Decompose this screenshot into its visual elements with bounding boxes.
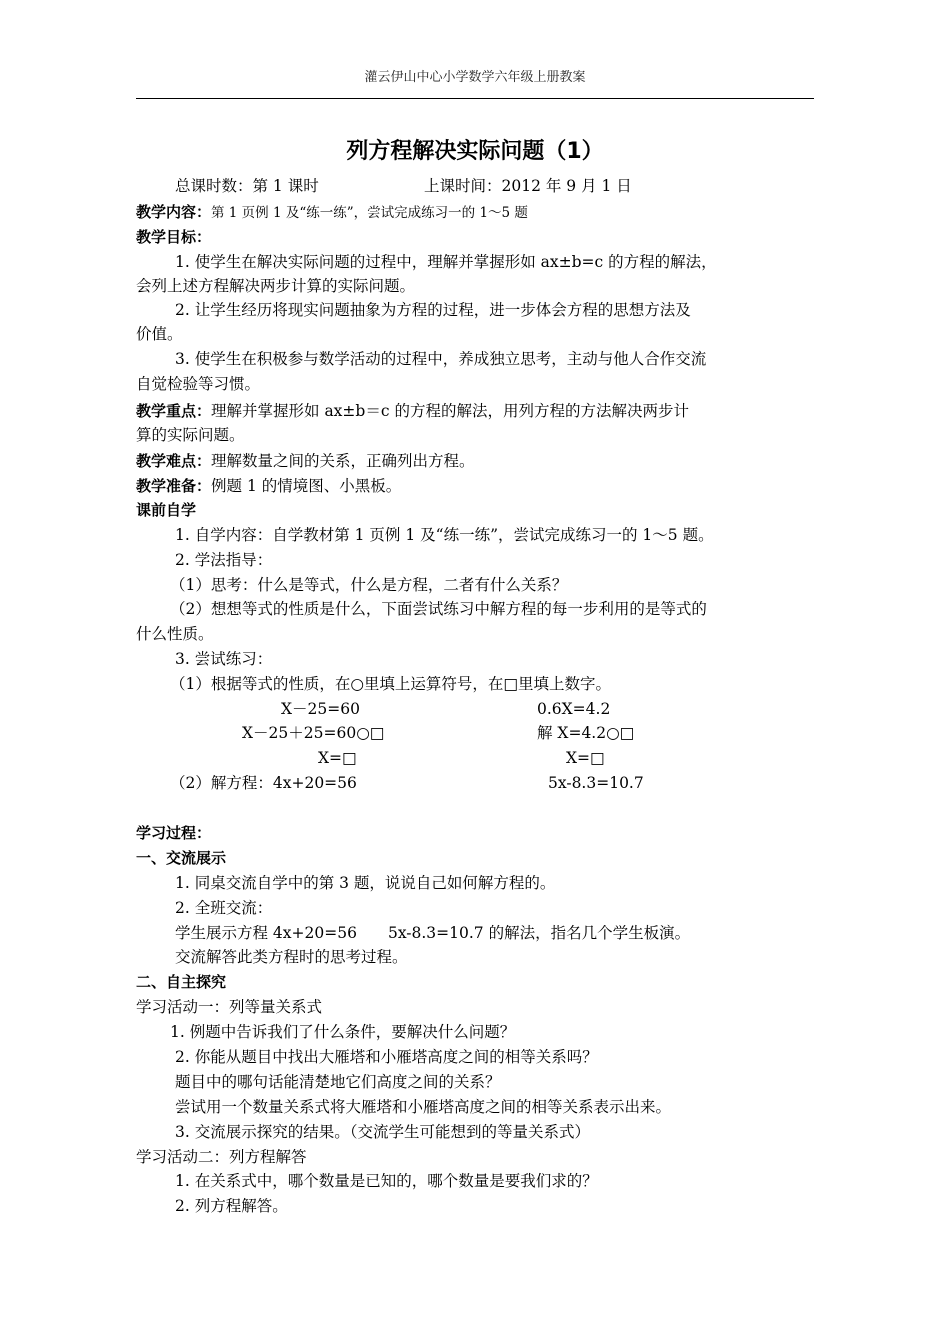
total-hours: 总课时数：第 1 课时 [175, 177, 319, 195]
key-point-label: 教学重点： [136, 402, 212, 420]
teaching-content [136, 202, 528, 223]
page-title: 列方程解决实际问题（1） [346, 139, 604, 164]
section-2-heading: 二、自主探究 [136, 973, 227, 991]
key-point-line-2: 算的实际问题。 [136, 426, 245, 444]
activity-1-item-3: 题目中的哪句话能清楚地它们高度之间的关系？ [175, 1073, 501, 1091]
preparation [136, 476, 401, 496]
preparation-label: 教学准备： [136, 477, 212, 495]
preview-item-2-1: （1）思考：什么是等式，什么是方程，二者有什么关系？ [170, 576, 568, 594]
key-point-line-1 [136, 401, 689, 421]
goal-3-line-1: 3. 使学生在积极参与数学活动的过程中，养成独立思考，主动与他人合作交流 [175, 350, 707, 368]
activity-2-heading: 学习活动二：列方程解答 [136, 1148, 307, 1166]
equation-right-3: X=□ [566, 749, 605, 767]
teaching-content-text: 第 1 页例 1 及“练一练”，尝试完成练习一的 1～5 题 [211, 205, 528, 221]
goal-2-line-2: 价值。 [136, 325, 183, 343]
section-1-item-4: 交流解答此类方程时的思考过程。 [175, 948, 408, 966]
equation-left-2: X－25＋25=60○□ [242, 724, 385, 742]
preview-item-3-2: （2）解方程：4x+20=56 [170, 774, 357, 792]
preview-item-2-2-line-1: （2）想想等式的性质是什么，下面尝试练习中解方程的每一步利用的是等式的 [170, 600, 707, 618]
preview-heading: 课前自学 [136, 501, 197, 519]
preview-item-3-1: （1）根据等式的性质，在○里填上运算符号，在□里填上数字。 [170, 675, 612, 693]
goal-2-line-1: 2. 让学生经历将现实问题抽象为方程的过程，进一步体会方程的思想方法及 [175, 301, 691, 319]
section-1-item-1: 1. 同桌交流自学中的第 3 题，说说自己如何解方程的。 [175, 874, 556, 892]
preview-item-3-2-right: 5x-8.3=10.7 [548, 774, 644, 792]
activity-1-item-2: 2. 你能从题目中找出大雁塔和小雁塔高度之间的相等关系吗？ [175, 1048, 598, 1066]
section-1-item-3: 学生展示方程 4x+20=56 5x-8.3=10.7 的解法，指名几个学生板演。 [175, 924, 691, 942]
preparation-text: 例题 1 的情境图、小黑板。 [211, 477, 402, 495]
page-header: 灌云伊山中心小学数学六年级上册教案 [364, 70, 586, 85]
process-heading: 学习过程： [136, 824, 212, 842]
difficulty [136, 451, 475, 471]
goals-label: 教学目标： [136, 228, 212, 246]
preview-item-2-2-line-2: 什么性质。 [136, 625, 214, 643]
activity-1-heading: 学习活动一：列等量关系式 [136, 998, 323, 1016]
header-rule [136, 98, 814, 99]
preview-item-3: 3. 尝试练习： [175, 650, 273, 668]
difficulty-text: 理解数量之间的关系，正确列出方程。 [211, 452, 475, 470]
activity-2-item-2: 2. 列方程解答。 [175, 1197, 288, 1215]
section-1-heading: 一、交流展示 [136, 849, 227, 867]
equation-left-1: X－25=60 [281, 700, 360, 718]
equation-left-3: X=□ [318, 749, 357, 767]
equation-right-2: 解 X=4.2○□ [537, 724, 635, 742]
activity-1-item-1: 1. 例题中告诉我们了什么条件，要解决什么问题？ [170, 1023, 516, 1041]
preview-item-2: 2. 学法指导： [175, 551, 273, 569]
key-point-text: 理解并掌握形如 ax±b＝c 的方程的解法，用列方程的方法解决两步计 [211, 402, 689, 420]
difficulty-label: 教学难点： [136, 452, 212, 470]
goal-3-line-2: 自觉检验等习惯。 [136, 375, 261, 393]
goal-1-line-2: 会列上述方程解决两步计算的实际问题。 [136, 277, 416, 295]
preview-item-1: 1. 自学内容：自学教材第 1 页例 1 及“练一练”，尝试完成练习一的 1～5 题。 [175, 526, 714, 544]
goal-1-line-1: 1. 使学生在解决实际问题的过程中，理解并掌握形如 ax±b=c 的方程的解法， [175, 253, 717, 271]
class-time: 上课时间：2012 年 9 月 1 日 [424, 177, 632, 195]
activity-1-item-4: 尝试用一个数量关系式将大雁塔和小雁塔高度之间的相等关系表示出来。 [175, 1098, 672, 1116]
activity-2-item-1: 1. 在关系式中，哪个数量是已知的，哪个数量是要我们求的？ [175, 1172, 598, 1190]
activity-1-item-5: 3. 交流展示探究的结果。（交流学生可能想到的等量关系式） [175, 1123, 590, 1141]
equation-right-1: 0.6X=4.2 [537, 700, 611, 718]
section-1-item-2: 2. 全班交流： [175, 899, 273, 917]
teaching-content-label: 教学内容： [136, 203, 212, 221]
